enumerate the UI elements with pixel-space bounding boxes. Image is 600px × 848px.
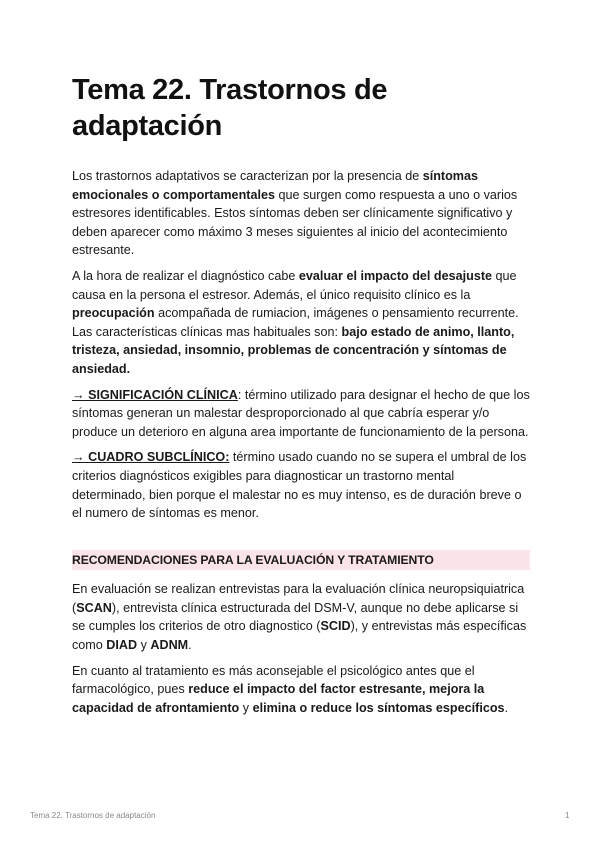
bold-run: reduce el impacto del factor estresante, mejora la capacidad de afrontamiento — [72, 682, 485, 715]
text-run: A la hora de realizar el diagnóstico cabe — [72, 268, 299, 283]
footer-title: Tema 22. Trastornos de adaptación — [30, 811, 156, 820]
paragraph-diagnosis — [72, 267, 530, 379]
bold-run: evaluar el impacto del desajuste — [298, 268, 493, 283]
term-label: → SIGNIFICACIÓN CLÍNICA — [72, 387, 238, 402]
paragraph-intro — [72, 167, 530, 260]
text-run: Los trastornos adaptativos se caracterizan por la presencia de — [72, 169, 423, 183]
bold-run: DIAD — [106, 638, 138, 653]
text-run: . — [504, 700, 509, 715]
text-run: que causa en la persona el estresor. Además, el único requisito clínico es la — [72, 268, 517, 302]
text-run: ), y entrevistas más específicas como — [72, 619, 527, 653]
bold-run: preocupación — [72, 306, 155, 321]
paragraph-significacion-clinica — [72, 386, 530, 442]
bold-run: bajo estado de animo, llanto, tristeza, ansiedad, insomnio, problemas de concentración y síntomas de ansiedad. — [72, 324, 515, 376]
paragraph-tratamiento — [72, 662, 530, 718]
text-run: : término utilizado para designar el hecho de que los síntomas generan un malestar desproporcionado al que cabría esperar y/o produce un deterioro en alguna area importante de funcionamiento de la persona. — [72, 387, 530, 439]
bold-run: SCID — [320, 619, 351, 634]
text-run: y — [137, 638, 151, 653]
text-run: y — [239, 700, 253, 715]
paragraph-cuadro-subclinico — [72, 448, 530, 522]
bold-run: SCAN — [76, 600, 112, 615]
text-run: acompañada de rumiacion, imágenes o pensamiento recurrente. Las características clínicas mas habituales son: — [72, 306, 519, 339]
paragraph-evaluacion — [72, 580, 530, 654]
page-title: Tema 22. Trastornos de adaptación — [72, 74, 388, 142]
document-body — [72, 167, 530, 724]
page-number: 1 — [565, 811, 570, 820]
bold-run: ADNM — [150, 638, 189, 653]
text-run: que surgen como respuesta a uno o varios estresores identificables. Estos síntomas deben ser clínicamente significativo y deben aparecer como máximo 3 meses siguientes al inicio del acontecimiento estresante. — [72, 187, 518, 258]
text-run: . — [188, 638, 192, 653]
term-label: → CUADRO SUBCLÍNICO: — [72, 450, 230, 465]
text-run: En evaluación se realizan entrevistas para la evaluación clínica neuropsiquiatrica ( — [72, 582, 525, 615]
bold-run: elimina o reduce los síntomas específicos — [252, 700, 505, 715]
text-run: ), entrevista clínica estructurada del DSM-V, aunque no debe aplicarse si se cumples los criterios de otro diagnostico ( — [72, 600, 519, 634]
bold-run: síntomas emocionales o comportamentales — [72, 169, 479, 202]
text-run: En cuanto al tratamiento es más aconsejable el psicológico antes que el farmacológico, pues — [72, 663, 475, 697]
text-run: término usado cuando no se supera el umbral de los criterios diagnósticos exigibles para diagnosticar un trastorno mental determinado, bien porque el malestar no es muy intenso, es de duración breve o el numero de síntomas es menor. — [72, 450, 527, 521]
section-heading: RECOMENDACIONES PARA LA EVALUACIÓN Y TRATAMIENTO — [72, 550, 530, 571]
